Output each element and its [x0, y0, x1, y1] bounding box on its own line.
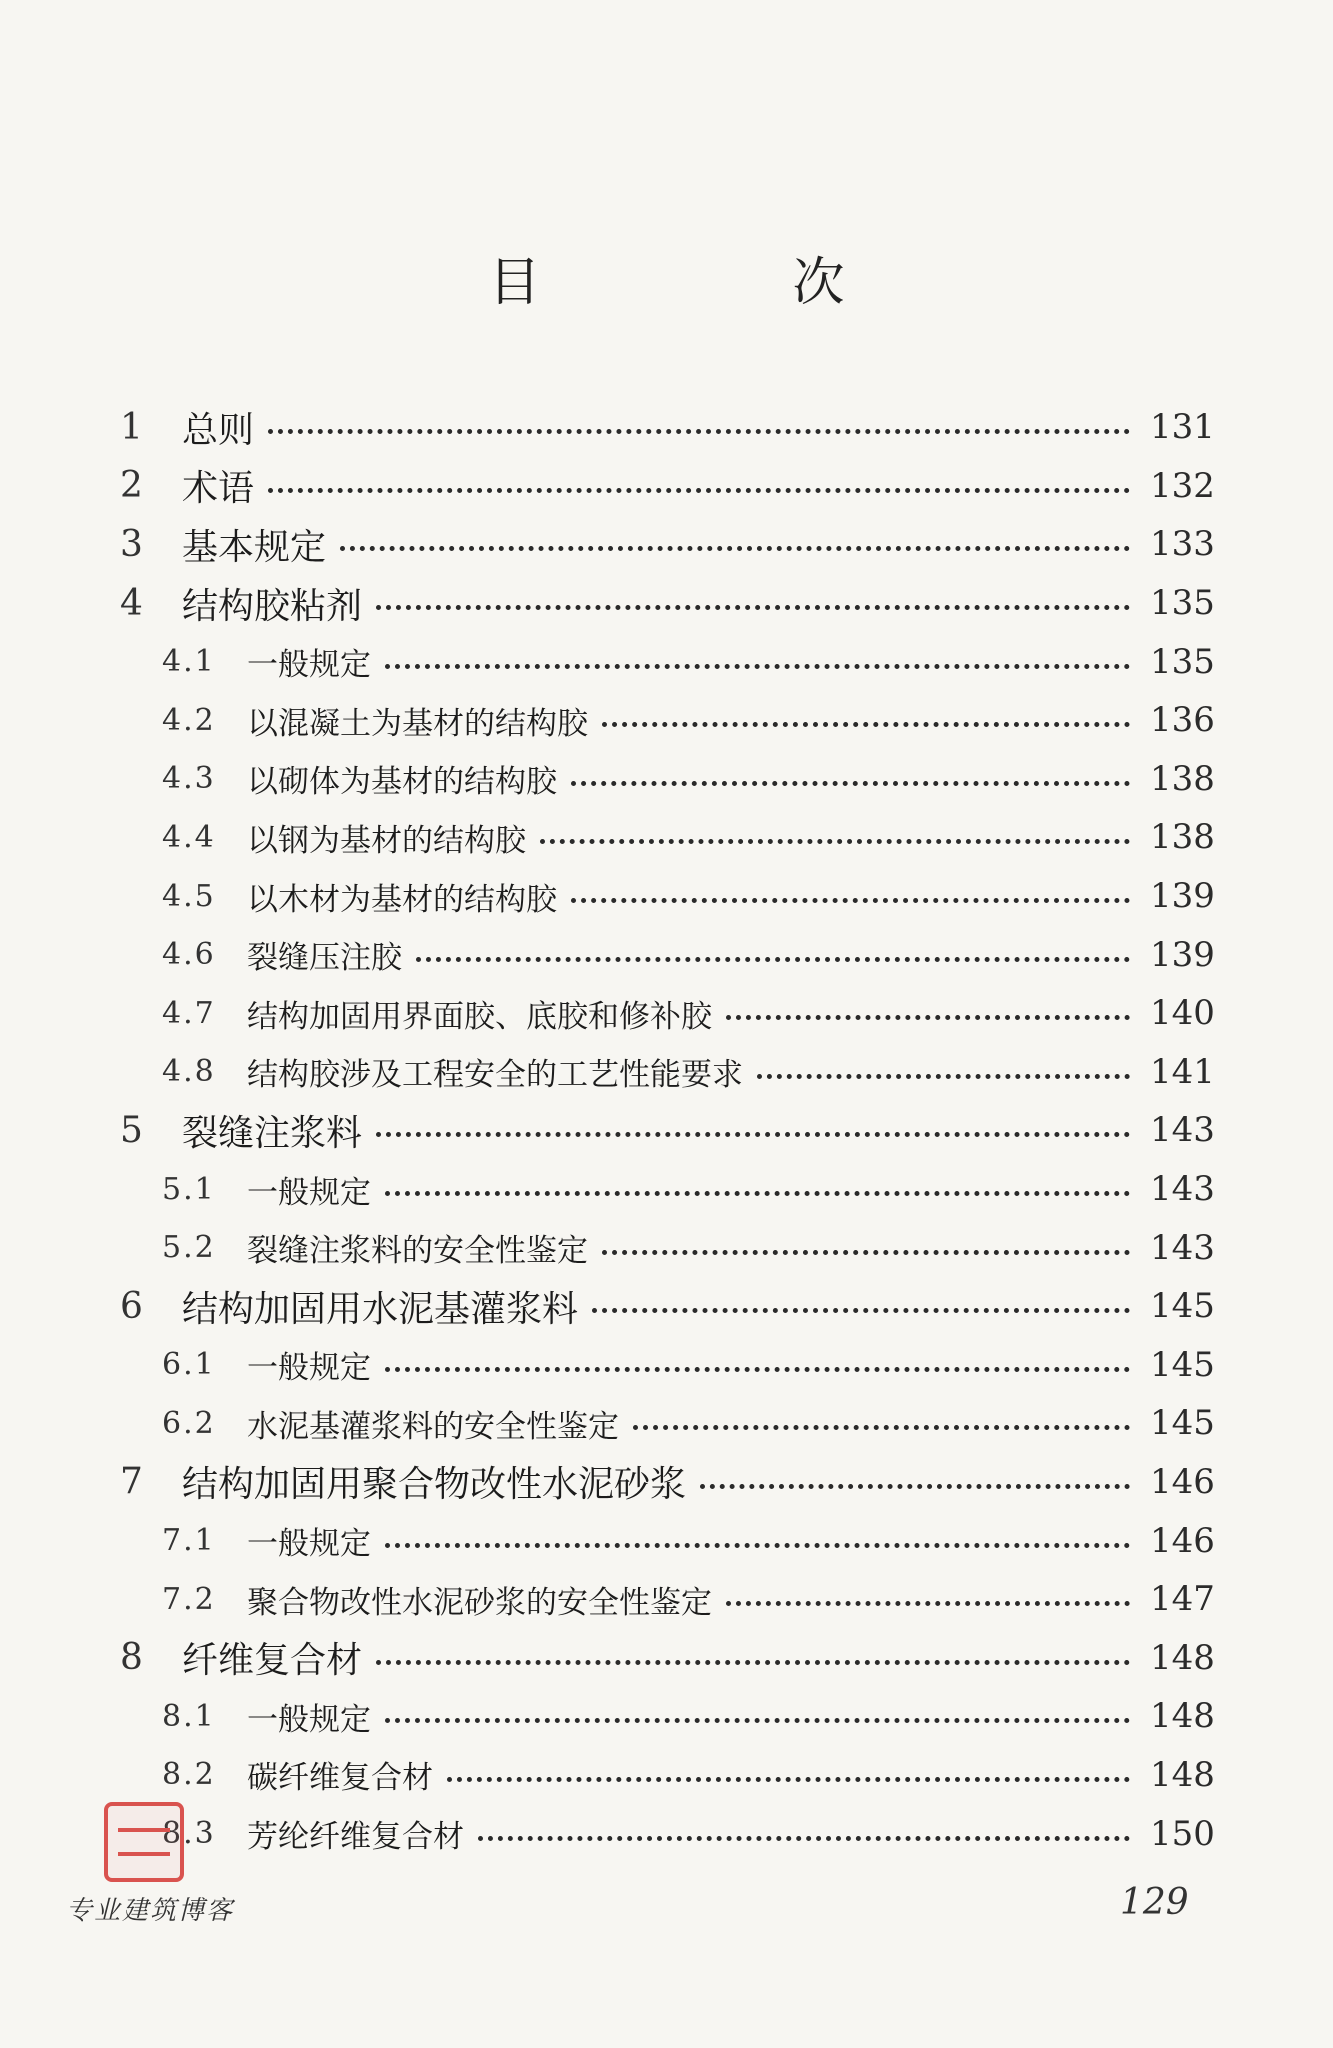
toc-entry-title: 一般规定 — [247, 647, 371, 684]
toc-entry — [0, 1218, 1333, 1277]
toc-entry-page: 146 — [1150, 1461, 1215, 1502]
table-of-contents — [0, 398, 1333, 1863]
toc-entry-page: 135 — [1150, 641, 1215, 682]
toc-entry — [0, 515, 1333, 574]
toc-entry — [0, 867, 1333, 926]
toc-entry-number: 4.6 — [162, 937, 216, 973]
toc-entry — [0, 1511, 1333, 1570]
toc-dot-leader — [726, 1601, 1130, 1606]
toc-entry — [0, 1101, 1333, 1160]
toc-entry-page: 150 — [1150, 1813, 1215, 1854]
toc-dot-leader — [592, 1308, 1130, 1313]
toc-entry-page: 143 — [1150, 1110, 1215, 1151]
toc-dot-leader — [376, 1132, 1130, 1137]
page-number: 129 — [1120, 1882, 1189, 1923]
toc-entry-title: 聚合物改性水泥砂浆的安全性鉴定 — [247, 1584, 712, 1621]
toc-entry-number: 5.2 — [162, 1230, 216, 1266]
toc-dot-leader — [385, 1718, 1130, 1723]
toc-entry-number: 5.1 — [162, 1171, 216, 1207]
toc-entry-number: 6.1 — [162, 1347, 216, 1383]
toc-entry-number: 4.7 — [162, 995, 216, 1031]
toc-entry — [0, 750, 1333, 809]
toc-entry-number: 4.2 — [162, 702, 216, 738]
toc-dot-leader — [340, 546, 1130, 551]
toc-entry-number: 8 — [120, 1637, 143, 1679]
toc-entry-page: 139 — [1150, 934, 1215, 975]
toc-entry — [0, 1277, 1333, 1336]
toc-entry-number: 3 — [120, 523, 143, 565]
toc-entry-page: 146 — [1150, 1520, 1215, 1561]
toc-dot-leader — [385, 1367, 1130, 1372]
toc-entry — [0, 808, 1333, 867]
toc-entry — [0, 574, 1333, 633]
toc-entry-number: 4.4 — [162, 819, 216, 855]
toc-entry-page: 145 — [1150, 1344, 1215, 1385]
toc-entry-title: 以混凝土为基材的结构胶 — [247, 705, 588, 742]
toc-dot-leader — [602, 1250, 1130, 1255]
toc-entry-title: 结构加固用界面胶、底胶和修补胶 — [247, 998, 712, 1035]
toc-entry-title: 一般规定 — [247, 1526, 371, 1563]
toc-entry-number: 4 — [120, 582, 143, 624]
toc-entry-page: 136 — [1150, 700, 1215, 741]
toc-entry-page: 138 — [1150, 817, 1215, 858]
toc-entry-number: 4.1 — [162, 644, 216, 680]
toc-dot-leader — [268, 429, 1130, 434]
toc-entry-title: 一般规定 — [247, 1350, 371, 1387]
toc-entry-title: 基本规定 — [182, 526, 327, 568]
toc-entry-page: 145 — [1150, 1403, 1215, 1444]
toc-entry-number: 6 — [120, 1285, 143, 1327]
toc-dot-leader — [757, 1074, 1130, 1079]
toc-entry — [0, 1570, 1333, 1629]
toc-entry — [0, 691, 1333, 750]
toc-entry-number: 8.1 — [162, 1698, 216, 1734]
toc-entry-page: 131 — [1150, 407, 1215, 448]
toc-entry — [0, 1453, 1333, 1512]
toc-entry-page: 133 — [1150, 524, 1215, 565]
toc-entry — [0, 1804, 1333, 1863]
toc-entry — [0, 457, 1333, 516]
toc-entry-number: 7.1 — [162, 1523, 216, 1559]
toc-entry-number: 7 — [120, 1461, 143, 1503]
toc-entry-page: 143 — [1150, 1169, 1215, 1210]
toc-entry-title: 以木材为基材的结构胶 — [247, 881, 557, 918]
toc-dot-leader — [633, 1425, 1130, 1430]
toc-entry-page: 132 — [1150, 465, 1215, 506]
toc-entry-page: 145 — [1150, 1286, 1215, 1327]
toc-dot-leader — [385, 1543, 1130, 1548]
toc-entry-title: 结构加固用聚合物改性水泥砂浆 — [182, 1464, 687, 1506]
toc-entry-number: 8.3 — [162, 1816, 216, 1852]
toc-dot-leader — [700, 1484, 1130, 1489]
toc-entry-title: 以砌体为基材的结构胶 — [247, 764, 557, 801]
toc-entry — [0, 1746, 1333, 1805]
toc-entry — [0, 925, 1333, 984]
watermark-seal-icon — [104, 1802, 184, 1882]
toc-entry-title: 纤维复合材 — [182, 1640, 363, 1682]
toc-entry — [0, 398, 1333, 457]
toc-dot-leader — [376, 1660, 1130, 1665]
toc-entry-page: 148 — [1150, 1637, 1215, 1678]
toc-entry-number: 4.8 — [162, 1054, 216, 1090]
toc-dot-leader — [602, 722, 1130, 727]
toc-entry — [0, 1394, 1333, 1453]
toc-entry-title: 一般规定 — [247, 1701, 371, 1738]
toc-dot-leader — [571, 781, 1130, 786]
toc-dot-leader — [540, 839, 1130, 844]
toc-entry-number: 2 — [120, 465, 143, 507]
toc-entry-title: 术语 — [182, 468, 255, 510]
toc-entry — [0, 984, 1333, 1043]
toc-entry-title: 水泥基灌浆料的安全性鉴定 — [247, 1408, 619, 1445]
toc-entry — [0, 1336, 1333, 1395]
toc-entry-page: 148 — [1150, 1754, 1215, 1795]
toc-entry-number: 1 — [120, 406, 143, 448]
toc-entry-page: 140 — [1150, 993, 1215, 1034]
toc-dot-leader — [385, 1191, 1130, 1196]
toc-entry-title: 裂缝注浆料 — [182, 1112, 363, 1154]
toc-entry-page: 147 — [1150, 1579, 1215, 1620]
toc-dot-leader — [571, 898, 1130, 903]
toc-dot-leader — [416, 957, 1130, 962]
toc-dot-leader — [447, 1777, 1130, 1782]
toc-entry-title: 结构胶粘剂 — [182, 585, 363, 627]
toc-entry-number: 5 — [120, 1109, 143, 1151]
toc-entry — [0, 1160, 1333, 1219]
toc-entry-page: 143 — [1150, 1227, 1215, 1268]
toc-entry-number: 4.5 — [162, 878, 216, 914]
toc-entry-page: 135 — [1150, 583, 1215, 624]
toc-entry-title: 总则 — [182, 409, 255, 451]
toc-entry — [0, 1043, 1333, 1102]
toc-entry — [0, 1687, 1333, 1746]
toc-entry-number: 7.2 — [162, 1581, 216, 1617]
toc-dot-leader — [478, 1836, 1130, 1841]
toc-entry-title: 结构胶涉及工程安全的工艺性能要求 — [247, 1057, 743, 1094]
toc-dot-leader — [376, 605, 1130, 610]
page-title: 目 次 — [488, 253, 945, 313]
toc-entry-page: 148 — [1150, 1696, 1215, 1737]
toc-entry-title: 裂缝压注胶 — [247, 940, 402, 977]
toc-entry-number: 6.2 — [162, 1405, 216, 1441]
toc-dot-leader — [385, 664, 1130, 669]
toc-entry — [0, 1628, 1333, 1687]
watermark-text: 专业建筑博客 — [66, 1896, 235, 1926]
toc-entry-title: 裂缝注浆料的安全性鉴定 — [247, 1233, 588, 1270]
toc-entry-page: 138 — [1150, 758, 1215, 799]
toc-dot-leader — [268, 488, 1130, 493]
toc-entry-title: 一般规定 — [247, 1174, 371, 1211]
toc-entry-title: 结构加固用水泥基灌浆料 — [182, 1288, 579, 1330]
toc-entry-title: 芳纶纤维复合材 — [247, 1819, 464, 1856]
toc-entry-title: 碳纤维复合材 — [247, 1760, 433, 1797]
toc-entry-page: 141 — [1150, 1051, 1215, 1092]
toc-entry-page: 139 — [1150, 876, 1215, 917]
toc-entry-number: 4.3 — [162, 761, 216, 797]
toc-dot-leader — [726, 1015, 1130, 1020]
toc-entry — [0, 632, 1333, 691]
toc-entry-number: 8.2 — [162, 1757, 216, 1793]
toc-entry-title: 以钢为基材的结构胶 — [247, 822, 526, 859]
